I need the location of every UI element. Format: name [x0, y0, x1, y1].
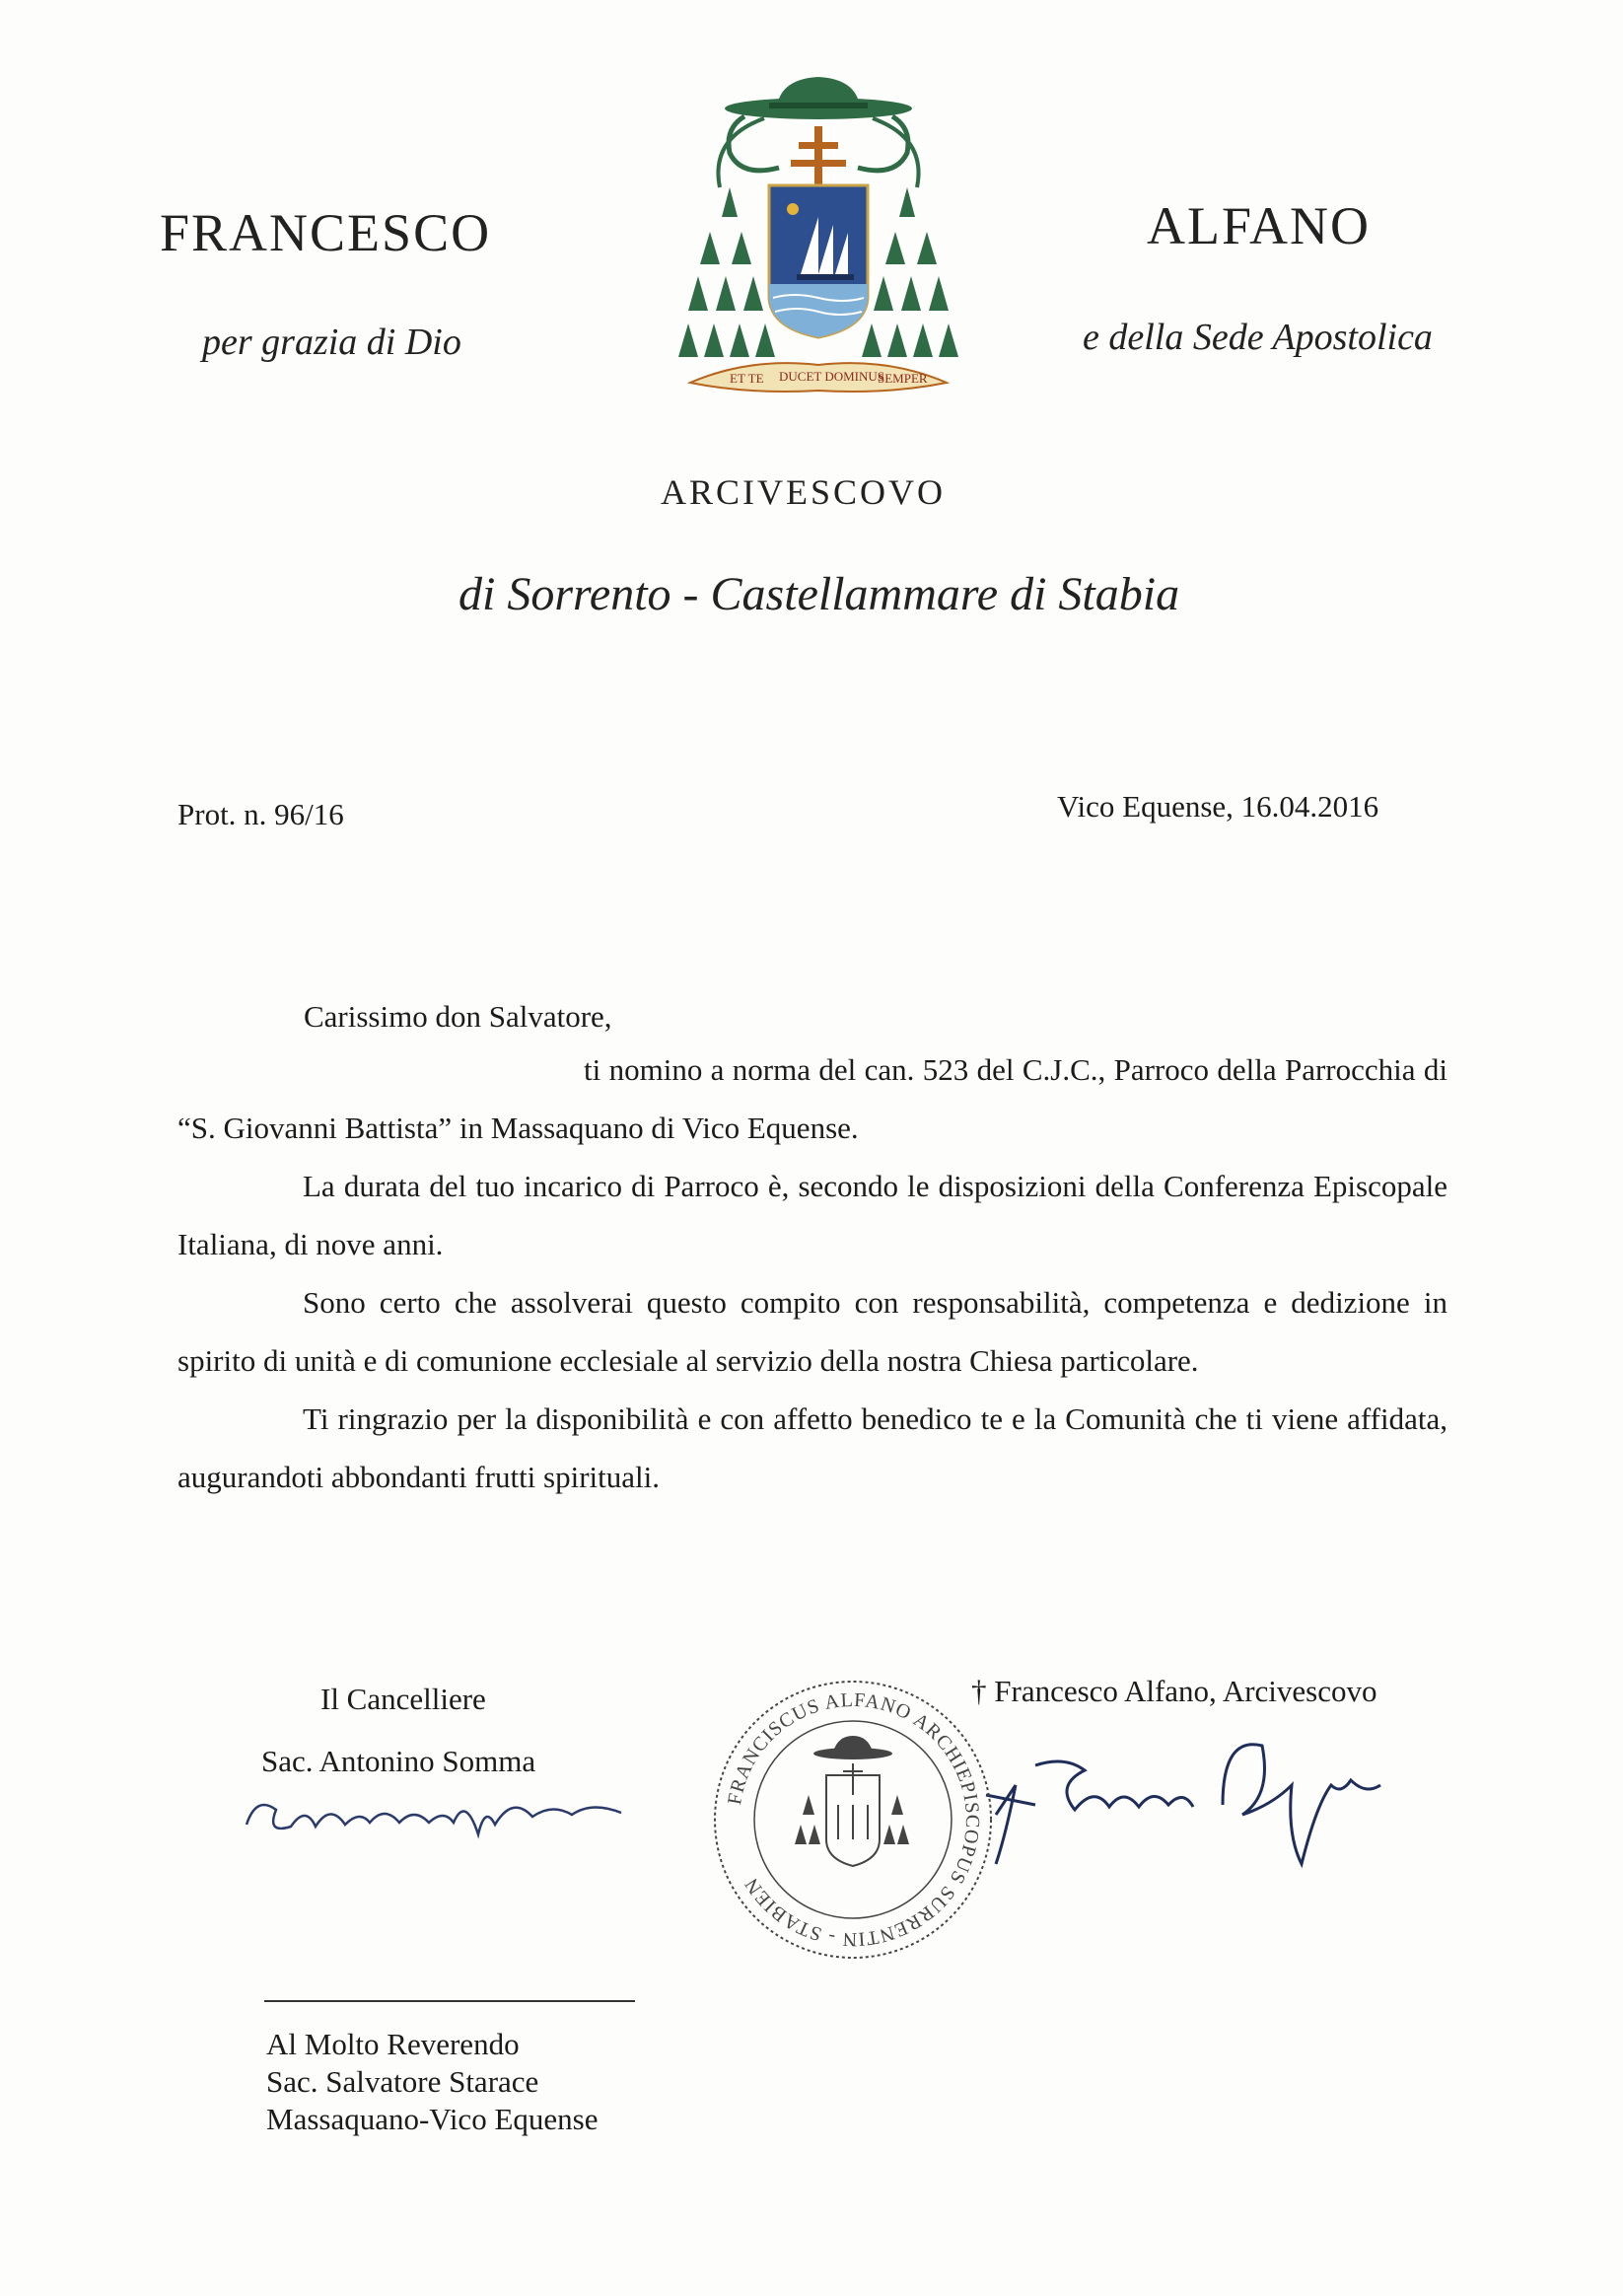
salutation: Carissimo don Salvatore, [304, 999, 612, 1034]
place-date: Vico Equense, 16.04.2016 [1057, 789, 1379, 824]
coat-of-arms-emblem [670, 69, 966, 409]
recipient-block [266, 2026, 598, 2138]
header-grace-left: per grazia di Dio [202, 322, 461, 363]
body-paragraph: ti nomino a norma del can. 523 del C.J.C., Parroco della Parrocchia di “S. Giovanni Battista” in Massaquano di Vico Equense. [177, 1052, 1447, 1145]
header-last-name: ALFANO [1147, 196, 1371, 255]
recipient-line-2: Sac. Salvatore Starace [266, 2064, 539, 2099]
motto-left-text: ET TE [730, 371, 764, 386]
header-first-name: FRANCESCO [160, 203, 492, 262]
chancellor-name: Sac. Antonino Somma [261, 1744, 536, 1778]
recipient-divider [264, 2000, 635, 2002]
chancellor-title: Il Cancelliere [320, 1682, 486, 1716]
body-paragraph: La durata del tuo incarico di Parroco è, secondo le disposizioni della Conferenza Episcopale Italiana, di nove anni. [177, 1169, 1447, 1261]
recipient-line-3: Massaquano-Vico Equense [266, 2102, 599, 2136]
letter-body [177, 1040, 1447, 1506]
body-paragraph: Ti ringrazio per la disponibilità e con affetto benedico te e la Comunità che ti viene affidata, augurandoti abbondanti frutti spirituali. [177, 1401, 1447, 1494]
motto-center-text: DUCET DOMINUS [779, 369, 885, 384]
header-grace-right: e della Sede Apostolica [1083, 317, 1433, 358]
motto-right-text: SEMPER [878, 371, 928, 386]
archdiocese-seal [710, 1677, 996, 1963]
archbishop-signature [976, 1716, 1390, 1884]
body-paragraph: Sono certo che assolverai questo compito con responsabilità, competenza e dedizione in spirito di unità e di comunione ecclesiale al servizio della nostra Chiesa particolare. [177, 1285, 1447, 1378]
recipient-line-1: Al Molto Reverendo [266, 2027, 520, 2061]
header-title: ARCIVESCOVO [661, 472, 947, 512]
chancellor-signature [237, 1765, 631, 1854]
protocol-number: Prot. n. 96/16 [177, 797, 344, 831]
archbishop-name: † Francesco Alfano, Arcivescovo [971, 1674, 1377, 1708]
header-see: di Sorrento - Castellammare di Stabia [459, 568, 1180, 620]
seal-text: FRANCISCUS ALFANO ARCHIEPISCOPUS SURRENTIN - STABIEN [724, 1688, 984, 1951]
